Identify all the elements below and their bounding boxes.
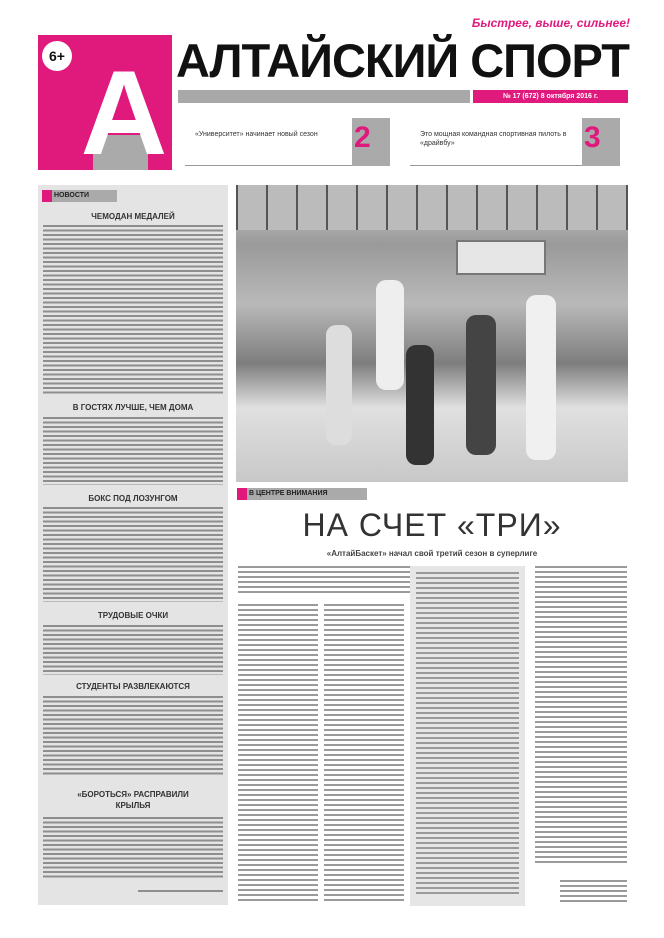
article-byline xyxy=(560,880,627,904)
teaser-text: Это мощная командная спортивная пилоть в «драйвбу» xyxy=(420,131,567,147)
news-headline[interactable]: ЧЕМОДАН МЕДАЛЕЙ xyxy=(91,212,175,221)
photo-player xyxy=(526,295,556,460)
teaser[interactable] xyxy=(410,118,620,166)
news-headline[interactable]: «БОРОТЬСЯ» РАСПРАВИЛИ КРЫЛЬЯ xyxy=(77,790,189,810)
news-headline[interactable]: В ГОСТЯХ ЛУЧШЕ, ЧЕМ ДОМА xyxy=(72,403,194,412)
article-sidebar-box xyxy=(410,566,525,906)
news-headline[interactable]: БОКС ПОД ЛОЗУНГОМ xyxy=(88,494,178,503)
teaser[interactable] xyxy=(185,118,390,166)
age-rating-badge: 6+ xyxy=(42,41,72,71)
logo-letter: А xyxy=(80,46,168,170)
news-body xyxy=(43,225,223,395)
photo-player xyxy=(376,280,404,390)
section-label-news: НОВОСТИ xyxy=(42,190,117,202)
section-label-feature: В ЦЕНТРЕ ВНИМАНИЯ xyxy=(237,488,367,500)
teaser-page: 2 xyxy=(352,118,390,166)
sidebar-text xyxy=(416,572,519,897)
article-column xyxy=(535,566,627,866)
news-byline xyxy=(138,890,223,894)
news-body xyxy=(43,817,223,879)
news-headline[interactable]: ТРУДОВЫЕ ОЧКИ xyxy=(97,611,169,620)
photo-roof xyxy=(236,185,628,230)
masthead-info-bar xyxy=(178,90,470,103)
teaser-text: «Университет» начинает новый сезон xyxy=(195,131,318,138)
newspaper-title: АЛТАЙСКИЙ СПОРТ xyxy=(176,34,629,87)
photo-player xyxy=(326,325,352,445)
article-column xyxy=(238,604,318,904)
newspaper-logo xyxy=(38,35,172,170)
feature-headline[interactable]: НА СЧЕТ «ТРИ» xyxy=(302,507,562,543)
issue-date: № 17 (672) 8 октября 2016 г. xyxy=(473,90,628,103)
news-column xyxy=(38,185,228,905)
news-body xyxy=(43,417,223,485)
basketball-photo xyxy=(236,185,628,482)
photo-player xyxy=(406,345,434,465)
photo-backboard xyxy=(456,240,546,275)
slogan: Быстрее, выше, сильнее! xyxy=(471,16,630,30)
news-headline[interactable]: СТУДЕНТЫ РАЗВЛЕКАЮТСЯ xyxy=(76,682,190,691)
news-body xyxy=(43,507,223,602)
teaser-page: 3 xyxy=(582,118,620,166)
article-column xyxy=(324,604,404,904)
feature-subtitle: «АлтайБаскет» начал свой третий сезон в суперлиге xyxy=(326,549,538,558)
news-body xyxy=(43,696,223,776)
photo-player xyxy=(466,315,496,455)
news-body xyxy=(43,625,223,675)
